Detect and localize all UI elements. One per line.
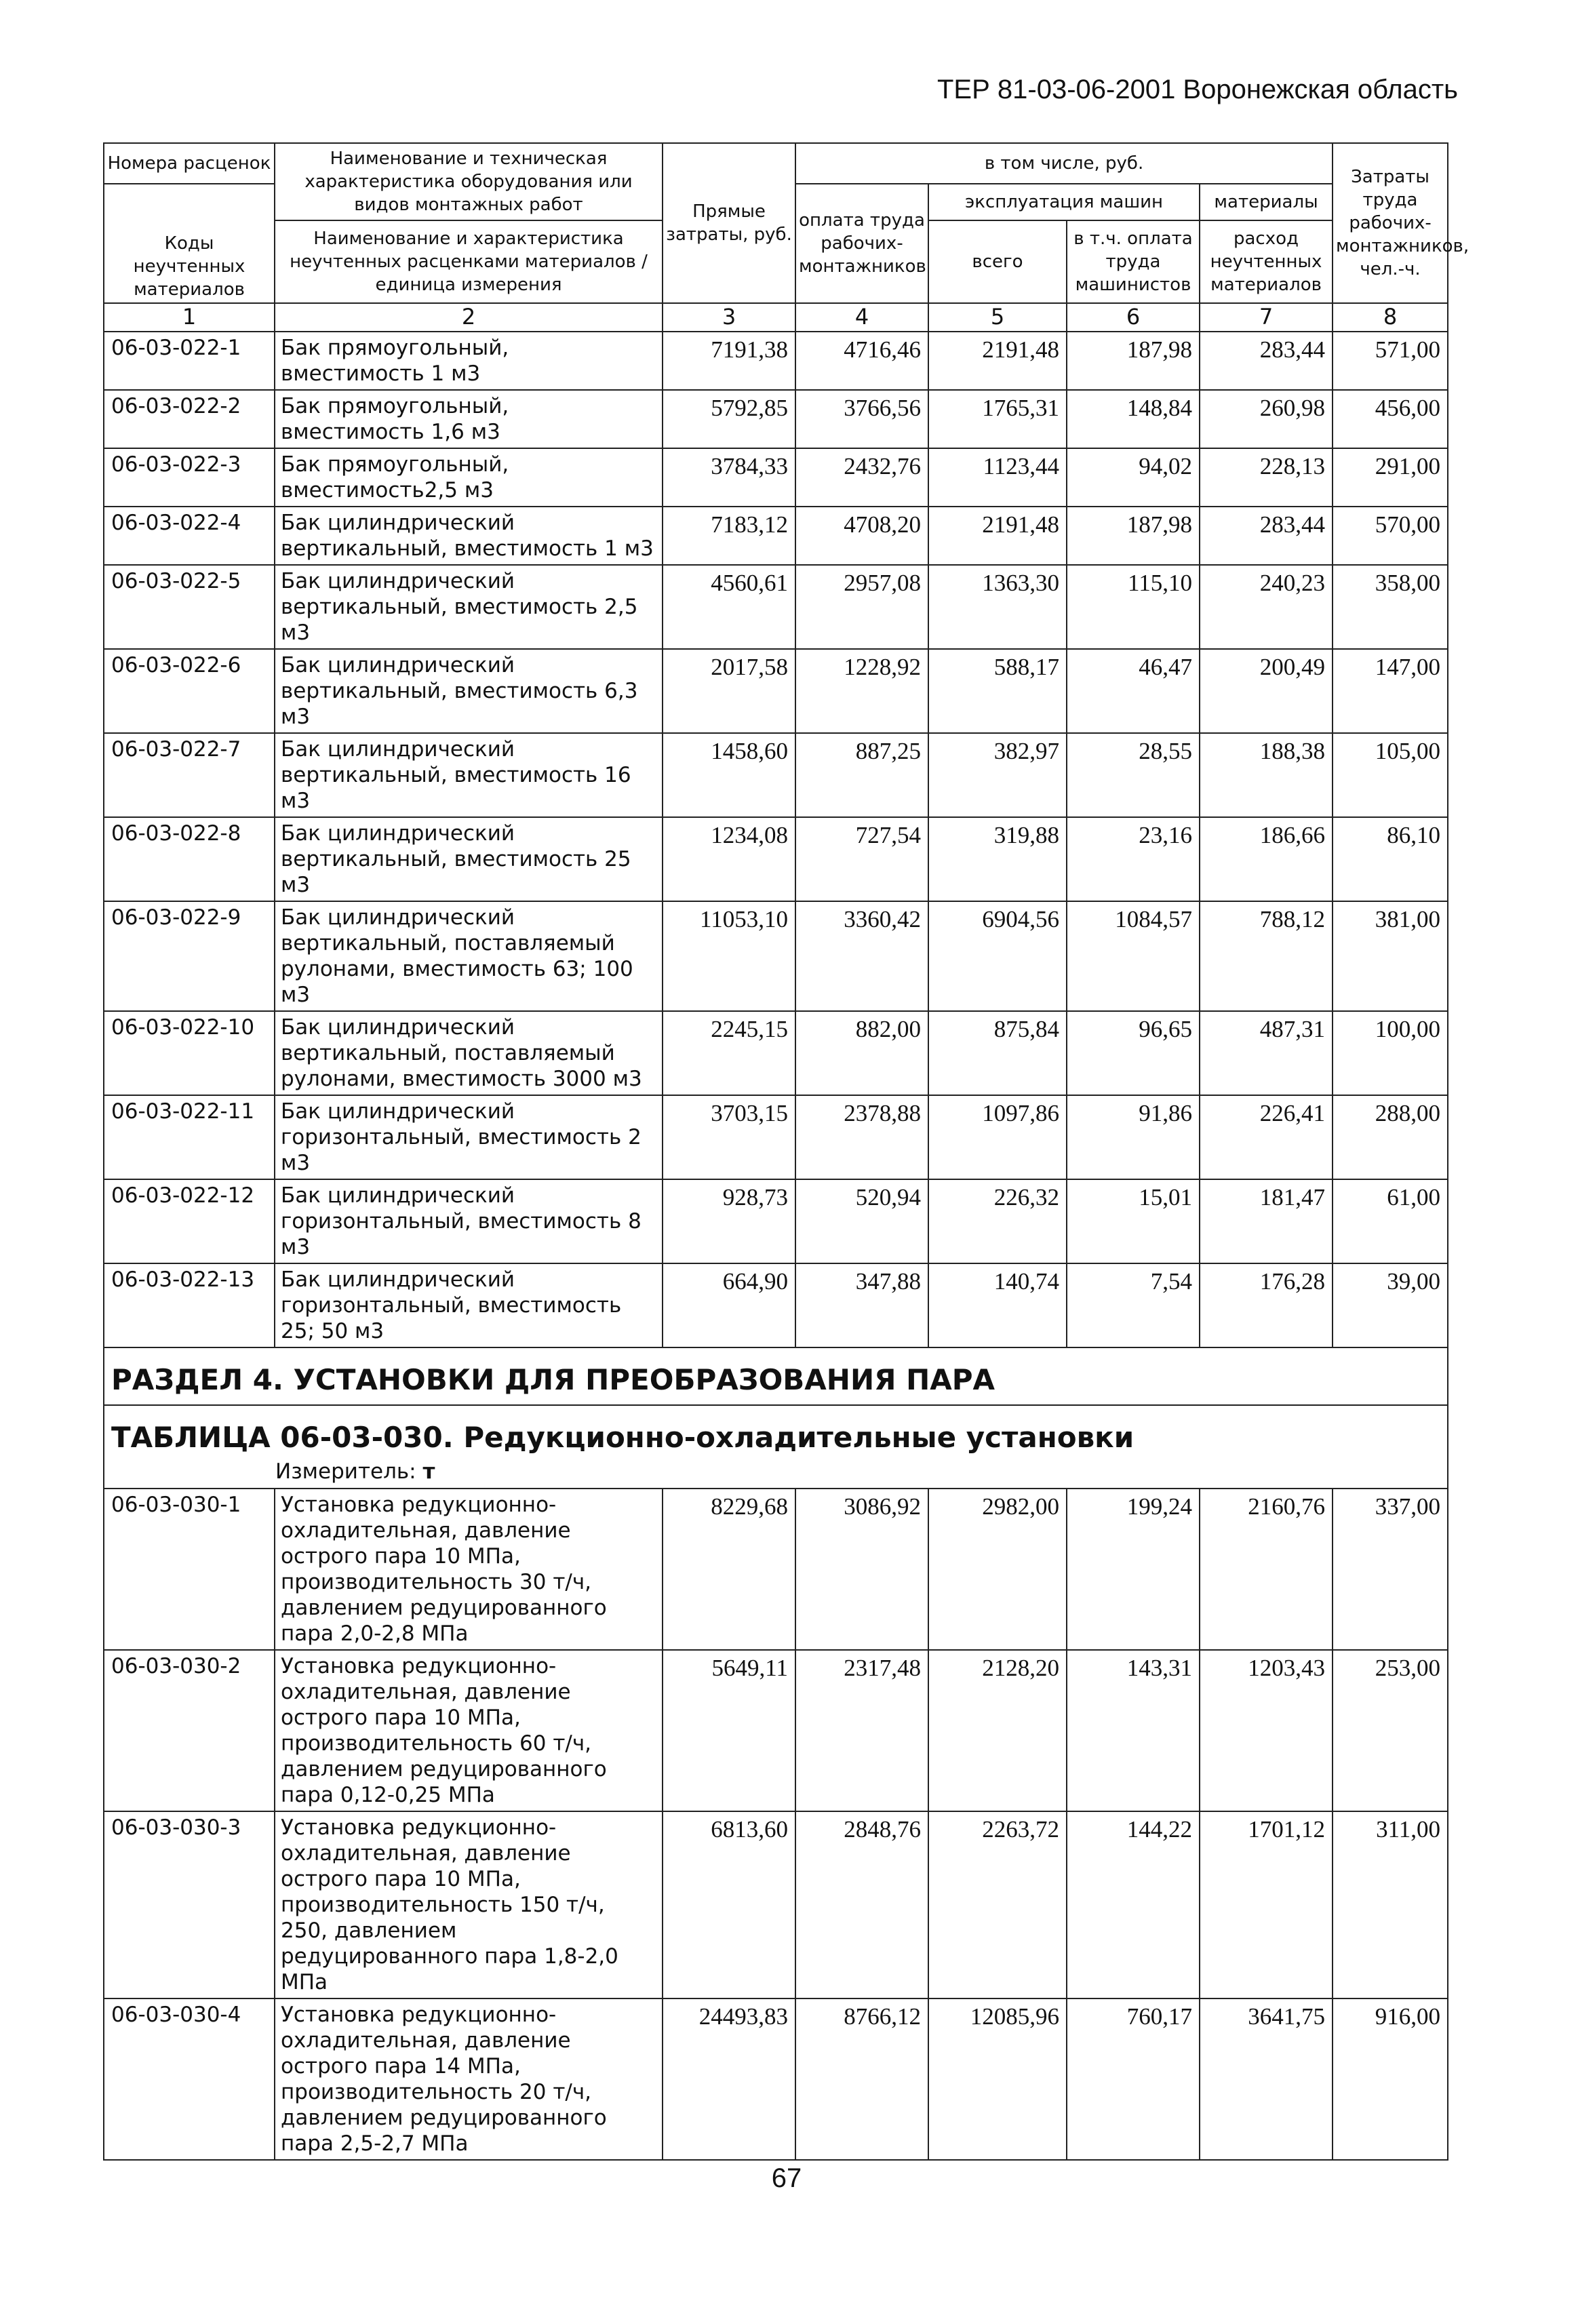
worker-wages-cell: 2378,88	[795, 1095, 928, 1179]
machinist-wages-cell: 1084,57	[1067, 901, 1200, 1011]
worker-wages-cell: 4708,20	[795, 507, 928, 565]
labor-hours-cell: 61,00	[1333, 1179, 1448, 1263]
header-including: в том числе, руб.	[795, 143, 1333, 184]
table-title-name: Редукционно-охладительные установки	[463, 1421, 1135, 1454]
work-name-cell: Бак цилиндрический вертикальный, вместимость 1 м3	[275, 507, 663, 565]
labor-hours-cell: 337,00	[1333, 1489, 1448, 1650]
header-labor-hours: Затраты труда рабочих-монтажников, чел.-ч.	[1333, 143, 1448, 303]
rate-code-cell: 06-03-022-12	[104, 1179, 275, 1263]
work-name-cell: Бак цилиндрический горизонтальный, вместимость 8 м3	[275, 1179, 663, 1263]
rate-code-cell: 06-03-022-6	[104, 649, 275, 733]
worker-wages-cell: 2432,76	[795, 448, 928, 507]
machinist-wages-cell: 46,47	[1067, 649, 1200, 733]
machinist-wages-cell: 143,31	[1067, 1650, 1200, 1811]
machines-total-cell: 1123,44	[928, 448, 1067, 507]
direct-costs-cell: 4560,61	[663, 565, 795, 649]
rate-code-cell: 06-03-030-3	[104, 1811, 275, 1998]
rate-code-cell: 06-03-022-13	[104, 1263, 275, 1347]
direct-costs-cell: 8229,68	[663, 1489, 795, 1650]
worker-wages-cell: 347,88	[795, 1263, 928, 1347]
direct-costs-cell: 3784,33	[663, 448, 795, 507]
direct-costs-cell: 928,73	[663, 1179, 795, 1263]
column-number: 6	[1067, 303, 1200, 332]
rate-code-cell: 06-03-022-11	[104, 1095, 275, 1179]
work-name-cell: Установка редукционно-охладительная, давление острого пара 10 МПа, производительность 60 т/ч, давлением редуцированного пара 0,12-0,25 МПа	[275, 1650, 663, 1811]
work-name-cell: Бак цилиндрический вертикальный, вместимость 25 м3	[275, 817, 663, 901]
machinist-wages-cell: 94,02	[1067, 448, 1200, 507]
column-number: 1	[104, 303, 275, 332]
rate-code-cell: 06-03-022-5	[104, 565, 275, 649]
machinist-wages-cell: 199,24	[1067, 1489, 1200, 1650]
materials-cell: 788,12	[1200, 901, 1333, 1011]
rate-code-cell: 06-03-030-2	[104, 1650, 275, 1811]
materials-cell: 200,49	[1200, 649, 1333, 733]
machines-total-cell: 1765,31	[928, 390, 1067, 448]
table-row	[104, 565, 1448, 649]
column-number: 3	[663, 303, 795, 332]
worker-wages-cell: 520,94	[795, 1179, 928, 1263]
work-name-cell: Бак цилиндрический вертикальный, вместимость 6,3 м3	[275, 649, 663, 733]
page-header: ТЕР 81-03-06-2001 Воронежская область	[936, 75, 1458, 104]
machines-total-cell: 2263,72	[928, 1811, 1067, 1998]
table-row	[104, 390, 1448, 448]
meter-line	[104, 1459, 1447, 1488]
worker-wages-cell: 8766,12	[795, 1998, 928, 2160]
rates-table	[103, 142, 1469, 2161]
worker-wages-cell: 727,54	[795, 817, 928, 901]
table-row	[104, 1011, 1448, 1095]
table-row	[104, 1811, 1448, 1998]
table-title-block	[104, 1405, 1448, 1489]
rate-code-cell: 06-03-022-2	[104, 390, 275, 448]
rate-code-cell: 06-03-022-7	[104, 733, 275, 817]
machines-total-cell: 1097,86	[928, 1095, 1067, 1179]
machinist-wages-cell: 15,01	[1067, 1179, 1200, 1263]
direct-costs-cell: 3703,15	[663, 1095, 795, 1179]
header-materials: материалы	[1200, 184, 1333, 220]
worker-wages-cell: 887,25	[795, 733, 928, 817]
meter-label: Измеритель:	[275, 1459, 416, 1484]
machinist-wages-cell: 96,65	[1067, 1011, 1200, 1095]
labor-hours-cell: 381,00	[1333, 901, 1448, 1011]
machines-total-cell: 2191,48	[928, 507, 1067, 565]
direct-costs-cell: 11053,10	[663, 901, 795, 1011]
rate-code-cell: 06-03-022-1	[104, 332, 275, 390]
labor-hours-cell: 253,00	[1333, 1650, 1448, 1811]
direct-costs-cell: 6813,60	[663, 1811, 795, 1998]
work-name-cell: Установка редукционно-охладительная, давление острого пара 10 МПа, производительность 150 т/ч, 250, давлением редуцированного пара 1,8-2,0 МПа	[275, 1811, 663, 1998]
table-row	[104, 1650, 1448, 1811]
materials-cell: 283,44	[1200, 507, 1333, 565]
table-row	[104, 1179, 1448, 1263]
materials-cell: 260,98	[1200, 390, 1333, 448]
table-row	[104, 1489, 1448, 1650]
table-row	[104, 817, 1448, 901]
machinist-wages-cell: 148,84	[1067, 390, 1200, 448]
labor-hours-cell: 571,00	[1333, 332, 1448, 390]
column-number: 4	[795, 303, 928, 332]
machinist-wages-cell: 144,22	[1067, 1811, 1200, 1998]
machinist-wages-cell: 28,55	[1067, 733, 1200, 817]
machines-total-cell: 6904,56	[928, 901, 1067, 1011]
labor-hours-cell: 86,10	[1333, 817, 1448, 901]
machinist-wages-cell: 115,10	[1067, 565, 1200, 649]
header-machinist-wages: в т.ч. оплата труда машинистов	[1067, 220, 1200, 303]
worker-wages-cell: 882,00	[795, 1011, 928, 1095]
machines-total-cell: 2128,20	[928, 1650, 1067, 1811]
table-row	[104, 1095, 1448, 1179]
materials-cell: 487,31	[1200, 1011, 1333, 1095]
work-name-cell: Бак цилиндрический вертикальный, вместимость 16 м3	[275, 733, 663, 817]
rows-table-06-03-022	[104, 332, 1448, 1347]
work-name-cell: Бак цилиндрический вертикальный, поставляемый рулонами, вместимость 63; 100 м3	[275, 901, 663, 1011]
rate-code-cell: 06-03-022-8	[104, 817, 275, 901]
work-name-cell: Бак цилиндрический горизонтальный, вместимость 2 м3	[275, 1095, 663, 1179]
materials-cell: 176,28	[1200, 1263, 1333, 1347]
worker-wages-cell: 4716,46	[795, 332, 928, 390]
labor-hours-cell: 358,00	[1333, 565, 1448, 649]
header-work-name: Наименование и техническая характеристика оборудования или видов монтажных работ	[275, 143, 663, 220]
header-machines-total: всего	[928, 220, 1067, 303]
direct-costs-cell: 2245,15	[663, 1011, 795, 1095]
worker-wages-cell: 3766,56	[795, 390, 928, 448]
machines-total-cell: 226,32	[928, 1179, 1067, 1263]
page-number: 67	[771, 2163, 802, 2193]
header-unaccounted-materials: Наименование и характеристика неучтенных расценками материалов / единица измерения	[275, 220, 663, 303]
direct-costs-cell: 24493,83	[663, 1998, 795, 2160]
worker-wages-cell: 3086,92	[795, 1489, 928, 1650]
machines-total-cell: 382,97	[928, 733, 1067, 817]
rate-code-cell: 06-03-030-4	[104, 1998, 275, 2160]
machines-total-cell: 2982,00	[928, 1489, 1067, 1650]
table-row	[104, 1263, 1448, 1347]
worker-wages-cell: 2317,48	[795, 1650, 928, 1811]
materials-cell: 186,66	[1200, 817, 1333, 901]
labor-hours-cell: 288,00	[1333, 1095, 1448, 1179]
work-name-cell: Бак прямоугольный, вместимость 1,6 м3	[275, 390, 663, 448]
materials-cell: 1701,12	[1200, 1811, 1333, 1998]
labor-hours-cell: 456,00	[1333, 390, 1448, 448]
direct-costs-cell: 664,90	[663, 1263, 795, 1347]
materials-cell: 283,44	[1200, 332, 1333, 390]
materials-cell: 228,13	[1200, 448, 1333, 507]
table-title-number: ТАБЛИЦА 06-03-030.	[111, 1421, 454, 1454]
column-number: 2	[275, 303, 663, 332]
machinist-wages-cell: 23,16	[1067, 817, 1200, 901]
column-number: 5	[928, 303, 1067, 332]
table-row	[104, 507, 1448, 565]
header-worker-wages: оплата труда рабочих-монтажников	[795, 184, 928, 303]
table-row	[104, 901, 1448, 1011]
table-row	[104, 733, 1448, 817]
table-row	[104, 649, 1448, 733]
rate-code-cell: 06-03-022-10	[104, 1011, 275, 1095]
rate-code-cell: 06-03-022-4	[104, 507, 275, 565]
machinist-wages-cell: 91,86	[1067, 1095, 1200, 1179]
materials-cell: 181,47	[1200, 1179, 1333, 1263]
rates-table-frame	[103, 142, 1469, 2161]
column-number: 8	[1333, 303, 1448, 332]
work-name-cell: Установка редукционно-охладительная, давление острого пара 10 МПа, производительность 30 т/ч, давлением редуцированного пара 2,0-2,8 МПа	[275, 1489, 663, 1650]
work-name-cell: Бак прямоугольный, вместимость 1 м3	[275, 332, 663, 390]
rate-code-cell: 06-03-022-3	[104, 448, 275, 507]
rate-code-cell: 06-03-030-1	[104, 1489, 275, 1650]
worker-wages-cell: 2848,76	[795, 1811, 928, 1998]
rate-code-cell: 06-03-022-9	[104, 901, 275, 1011]
direct-costs-cell: 1458,60	[663, 733, 795, 817]
header-material-consumption: расход неучтенных материалов	[1200, 220, 1333, 303]
direct-costs-cell: 7191,38	[663, 332, 795, 390]
machinist-wages-cell: 7,54	[1067, 1263, 1200, 1347]
work-name-cell: Бак прямоугольный, вместимость2,5 м3	[275, 448, 663, 507]
worker-wages-cell: 2957,08	[795, 565, 928, 649]
table-row	[104, 332, 1448, 390]
materials-cell: 226,41	[1200, 1095, 1333, 1179]
table-row	[104, 448, 1448, 507]
work-name-cell: Установка редукционно-охладительная, давление острого пара 14 МПа, производительность 20 т/ч, давлением редуцированного пара 2,5-2,7 МПа	[275, 1998, 663, 2160]
machines-total-cell: 588,17	[928, 649, 1067, 733]
labor-hours-cell: 291,00	[1333, 448, 1448, 507]
machines-total-cell: 12085,96	[928, 1998, 1067, 2160]
direct-costs-cell: 5649,11	[663, 1650, 795, 1811]
machines-total-cell: 875,84	[928, 1011, 1067, 1095]
machinist-wages-cell: 187,98	[1067, 332, 1200, 390]
header-machines: эксплуатация машин	[928, 184, 1200, 220]
labor-hours-cell: 39,00	[1333, 1263, 1448, 1347]
header-rate-numbers: Номера расценок	[104, 143, 275, 184]
materials-cell: 188,38	[1200, 733, 1333, 817]
machines-total-cell: 1363,30	[928, 565, 1067, 649]
labor-hours-cell: 147,00	[1333, 649, 1448, 733]
rows-table-06-03-030	[104, 1489, 1448, 2160]
direct-costs-cell: 2017,58	[663, 649, 795, 733]
machinist-wages-cell: 187,98	[1067, 507, 1200, 565]
machines-total-cell: 2191,48	[928, 332, 1067, 390]
work-name-cell: Бак цилиндрический горизонтальный, вместимость 25; 50 м3	[275, 1263, 663, 1347]
table-title	[104, 1406, 1447, 1459]
labor-hours-cell: 105,00	[1333, 733, 1448, 817]
meter-unit: т	[422, 1459, 435, 1484]
labor-hours-cell: 100,00	[1333, 1011, 1448, 1095]
materials-cell: 2160,76	[1200, 1489, 1333, 1650]
worker-wages-cell: 3360,42	[795, 901, 928, 1011]
header-unaccounted-codes: Коды неучтенных материалов	[104, 184, 275, 303]
column-number: 7	[1200, 303, 1333, 332]
machinist-wages-cell: 760,17	[1067, 1998, 1200, 2160]
labor-hours-cell: 916,00	[1333, 1998, 1448, 2160]
labor-hours-cell: 311,00	[1333, 1811, 1448, 1998]
machines-total-cell: 140,74	[928, 1263, 1067, 1347]
direct-costs-cell: 1234,08	[663, 817, 795, 901]
section-title: РАЗДЕЛ 4. УСТАНОВКИ ДЛЯ ПРЕОБРАЗОВАНИЯ ПАРА	[104, 1347, 1448, 1405]
direct-costs-cell: 5792,85	[663, 390, 795, 448]
work-name-cell: Бак цилиндрический вертикальный, вместимость 2,5 м3	[275, 565, 663, 649]
materials-cell: 1203,43	[1200, 1650, 1333, 1811]
direct-costs-cell: 7183,12	[663, 507, 795, 565]
labor-hours-cell: 570,00	[1333, 507, 1448, 565]
machines-total-cell: 319,88	[928, 817, 1067, 901]
materials-cell: 3641,75	[1200, 1998, 1333, 2160]
work-name-cell: Бак цилиндрический вертикальный, поставляемый рулонами, вместимость 3000 м3	[275, 1011, 663, 1095]
materials-cell: 240,23	[1200, 565, 1333, 649]
header-direct-costs: Прямые затраты, руб.	[663, 143, 795, 303]
table-row	[104, 1998, 1448, 2160]
worker-wages-cell: 1228,92	[795, 649, 928, 733]
